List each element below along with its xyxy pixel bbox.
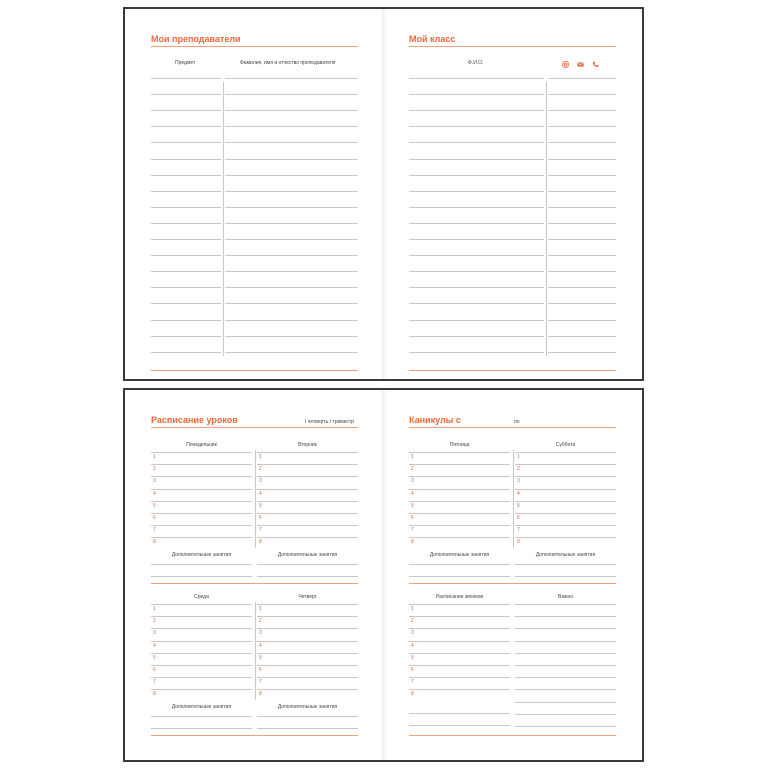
holidays-bottom-rule [409, 735, 616, 736]
teacher-name-line [225, 239, 358, 240]
page-fold [382, 9, 388, 379]
lesson-number: 5 [259, 502, 262, 509]
lesson-line [257, 677, 358, 678]
teachers-bottom-rule [151, 370, 358, 371]
extra-lessons-label: Дополнительные занятия [277, 703, 338, 710]
schedule-title-underline [151, 427, 358, 428]
lesson-line [151, 628, 252, 629]
lesson-line [515, 452, 616, 453]
lesson-number: 5 [411, 502, 414, 509]
lesson-line [257, 641, 358, 642]
extra-lessons-line [151, 716, 252, 717]
extra-lessons-line [257, 716, 358, 717]
lesson-line [257, 501, 358, 502]
lesson-number: 7 [153, 679, 156, 686]
teacher-subject-line [151, 287, 221, 288]
teacher-name-line [225, 271, 358, 272]
lesson-number: 6 [153, 515, 156, 521]
class-name-line [409, 303, 544, 304]
lesson-number: 7 [517, 527, 520, 534]
important-header: Важно [557, 594, 573, 600]
teacher-name-line [225, 78, 358, 79]
lesson-line [151, 665, 252, 666]
lesson-number: 4 [411, 490, 414, 497]
lesson-number: 8 [259, 691, 262, 698]
lesson-line [151, 537, 252, 538]
lesson-line [257, 525, 358, 526]
lesson-number: 2 [517, 466, 520, 473]
lesson-line [515, 464, 616, 465]
teacher-subject-line [151, 207, 221, 208]
class-contact-line [548, 223, 616, 224]
important-line [515, 714, 616, 715]
teacher-subject-line [151, 142, 221, 143]
lesson-number: 2 [259, 466, 262, 473]
class-contact-line [548, 94, 616, 95]
class-name-line [409, 271, 544, 272]
class-name-line [409, 142, 544, 143]
lesson-number: 6 [411, 515, 414, 521]
day-header: Среда [194, 594, 209, 600]
class-contact-line [548, 271, 616, 272]
class-column-divider [546, 82, 547, 356]
lesson-line [409, 677, 510, 678]
class-name-line [409, 207, 544, 208]
lesson-line [257, 616, 358, 617]
lesson-line [151, 677, 252, 678]
lesson-line [151, 641, 252, 642]
class-contact-line [548, 191, 616, 192]
lesson-number: 3 [411, 630, 414, 637]
lesson-line [151, 513, 252, 514]
lesson-line [409, 489, 510, 490]
teacher-subject-line [151, 94, 221, 95]
lesson-number: 8 [259, 539, 262, 546]
lesson-number: 8 [411, 539, 414, 546]
class-name-line [409, 320, 544, 321]
schedule-column-divider [255, 450, 256, 548]
extra-lessons-line [409, 564, 510, 565]
class-title-underline [409, 46, 616, 47]
extra-lessons-label: Дополнительные занятия [171, 703, 232, 710]
lesson-line [151, 616, 252, 617]
class-contact-line [548, 207, 616, 208]
teacher-name-line [225, 207, 358, 208]
day-header: Пятница [449, 442, 470, 448]
class-name-line [409, 191, 544, 192]
phone-icon [592, 61, 599, 68]
lesson-number: 5 [259, 654, 262, 661]
class-name-line [409, 110, 544, 111]
lesson-line [257, 489, 358, 490]
lesson-line [257, 665, 358, 666]
class-contact-line [548, 303, 616, 304]
lesson-line [257, 476, 358, 477]
email-icon [577, 61, 584, 68]
lesson-line [409, 525, 510, 526]
term-label: I четверть / триместр [305, 419, 355, 425]
class-contact-line [548, 142, 616, 143]
class-contact-line [548, 239, 616, 240]
lesson-line [515, 501, 616, 502]
teacher-subject-line [151, 191, 221, 192]
lesson-line [409, 616, 510, 617]
lesson-number: 4 [517, 490, 520, 497]
lesson-line [257, 452, 358, 453]
class-name-line [409, 126, 544, 127]
teacher-subject-line [151, 159, 221, 160]
lesson-number: 1 [411, 606, 414, 612]
teacher-subject-line [151, 255, 221, 256]
lesson-number: 8 [153, 691, 156, 698]
lesson-line [151, 604, 252, 605]
teachers-subject-header: Предмет [175, 60, 196, 66]
lesson-number: 2 [153, 466, 156, 473]
lesson-number: 6 [259, 667, 262, 673]
lesson-number: 8 [517, 539, 520, 546]
lesson-number: 3 [411, 478, 414, 485]
class-name-header: Ф.И.О. [468, 60, 484, 66]
teacher-name-line [225, 303, 358, 304]
lesson-line [151, 489, 252, 490]
instagram-icon [562, 61, 569, 68]
teachers-title: Мои преподаватели [151, 34, 241, 44]
extra-lessons-line [515, 564, 616, 565]
class-contact-line [548, 78, 616, 79]
class-contact-line [548, 159, 616, 160]
lesson-line [409, 641, 510, 642]
class-name-line [409, 352, 544, 353]
lesson-line [515, 537, 616, 538]
teacher-name-line [225, 287, 358, 288]
teacher-name-line [225, 336, 358, 337]
lesson-line [151, 689, 252, 690]
class-title: Мой класс [409, 34, 456, 44]
class-contact-line [548, 352, 616, 353]
lesson-number: 3 [259, 630, 262, 637]
lesson-number: 6 [153, 667, 156, 673]
teacher-name-line [225, 142, 358, 143]
lesson-line [151, 476, 252, 477]
lesson-number: 5 [153, 654, 156, 661]
lesson-number: 5 [153, 502, 156, 509]
day-header: Четверг [298, 594, 317, 600]
class-contact-line [548, 336, 616, 337]
teacher-subject-line [151, 175, 221, 176]
important-line [515, 726, 616, 727]
important-line [515, 641, 616, 642]
extra-lessons-line [409, 576, 510, 577]
lesson-number: 3 [259, 478, 262, 485]
class-name-line [409, 287, 544, 288]
extra-lessons-label: Дополнительные занятия [535, 551, 596, 558]
lesson-line [257, 537, 358, 538]
lesson-line [409, 604, 510, 605]
bells-extra-line [409, 725, 510, 726]
lesson-number: 7 [411, 679, 414, 686]
teacher-name-line [225, 126, 358, 127]
lesson-line [409, 464, 510, 465]
bells-extra-line [409, 713, 510, 714]
teacher-name-line [225, 159, 358, 160]
lesson-line [409, 653, 510, 654]
bottom-spread [123, 388, 644, 762]
lesson-line [151, 525, 252, 526]
teacher-name-line [225, 352, 358, 353]
teacher-subject-line [151, 320, 221, 321]
lesson-number: 5 [517, 502, 520, 509]
lesson-line [151, 501, 252, 502]
teacher-subject-line [151, 303, 221, 304]
lesson-line [409, 501, 510, 502]
extra-lessons-line [257, 728, 358, 729]
teacher-name-line [225, 94, 358, 95]
day-header: Вторник [298, 442, 317, 448]
lesson-line [409, 628, 510, 629]
extra-lessons-label: Дополнительные занятия [171, 551, 232, 558]
class-contact-line [548, 175, 616, 176]
lesson-number: 7 [259, 679, 262, 686]
important-line [515, 604, 616, 605]
teachers-name-header: Фамилия, имя и отчество преподавателя [240, 60, 336, 66]
class-name-line [409, 255, 544, 256]
lesson-number: 4 [153, 642, 156, 649]
lesson-line [409, 537, 510, 538]
top-spread [123, 7, 644, 381]
holidays-column-divider [513, 450, 514, 548]
lesson-line [409, 452, 510, 453]
lesson-line [151, 464, 252, 465]
lesson-line [515, 489, 616, 490]
class-name-line [409, 94, 544, 95]
class-contact-line [548, 320, 616, 321]
schedule-mid-rule [151, 583, 358, 584]
lesson-number: 3 [153, 630, 156, 637]
day-header: Понедельник [186, 442, 217, 448]
holidays-title-underline [409, 427, 616, 428]
class-contact-line [548, 255, 616, 256]
lesson-number: 3 [517, 478, 520, 485]
extra-lessons-line [151, 564, 252, 565]
lesson-line [515, 476, 616, 477]
important-line [515, 665, 616, 666]
class-contact-line [548, 110, 616, 111]
lesson-line [515, 525, 616, 526]
teacher-subject-line [151, 271, 221, 272]
lesson-number: 1 [517, 454, 520, 460]
lesson-number: 4 [259, 642, 262, 649]
lesson-number: 6 [411, 667, 414, 673]
lesson-line [257, 464, 358, 465]
teacher-subject-line [151, 126, 221, 127]
page-fold [382, 390, 388, 760]
class-contact-line [548, 126, 616, 127]
schedule-title: Расписание уроков [151, 415, 238, 425]
class-name-line [409, 159, 544, 160]
lesson-number: 2 [259, 618, 262, 625]
lesson-number: 7 [259, 527, 262, 534]
teacher-subject-line [151, 352, 221, 353]
schedule-column-divider [255, 602, 256, 700]
lesson-line [409, 513, 510, 514]
important-line [515, 653, 616, 654]
lesson-line [409, 689, 510, 690]
lesson-number: 6 [517, 515, 520, 521]
schedule-bottom-rule [151, 735, 358, 736]
class-name-line [409, 239, 544, 240]
extra-lessons-line [257, 564, 358, 565]
extra-lessons-line [151, 576, 252, 577]
holidays-title: Каникулы с [409, 415, 461, 425]
class-name-line [409, 175, 544, 176]
lesson-number: 2 [411, 618, 414, 625]
important-line [515, 689, 616, 690]
lesson-line [151, 653, 252, 654]
teachers-title-underline [151, 46, 358, 47]
lesson-number: 8 [153, 539, 156, 546]
important-line [515, 616, 616, 617]
class-name-line [409, 78, 544, 79]
teacher-name-line [225, 255, 358, 256]
class-name-line [409, 336, 544, 337]
lesson-number: 1 [411, 454, 414, 460]
lesson-line [257, 628, 358, 629]
lesson-line [257, 653, 358, 654]
teacher-name-line [225, 175, 358, 176]
teacher-column-divider [223, 82, 224, 356]
lesson-number: 8 [411, 691, 414, 698]
extra-lessons-line [257, 576, 358, 577]
extra-lessons-line [515, 576, 616, 577]
lesson-number: 4 [411, 642, 414, 649]
teacher-subject-line [151, 239, 221, 240]
lesson-number: 6 [259, 515, 262, 521]
teacher-name-line [225, 320, 358, 321]
class-bottom-rule [409, 370, 616, 371]
lesson-line [409, 476, 510, 477]
teacher-subject-line [151, 336, 221, 337]
holidays-to-label: по [514, 419, 520, 425]
extra-lessons-line [151, 728, 252, 729]
lesson-number: 1 [259, 606, 262, 612]
important-line [515, 702, 616, 703]
teacher-name-line [225, 110, 358, 111]
day-header: Расписание звонков [435, 594, 484, 600]
lesson-number: 4 [259, 490, 262, 497]
lesson-line [257, 513, 358, 514]
extra-lessons-label: Дополнительные занятия [277, 551, 338, 558]
lesson-number: 4 [153, 490, 156, 497]
lesson-number: 1 [153, 454, 156, 460]
extra-lessons-label: Дополнительные занятия [429, 551, 490, 558]
lesson-number: 7 [153, 527, 156, 534]
teacher-name-line [225, 191, 358, 192]
lesson-number: 5 [411, 654, 414, 661]
lesson-number: 2 [411, 466, 414, 473]
teacher-subject-line [151, 78, 221, 79]
lesson-number: 1 [259, 454, 262, 460]
lesson-number: 2 [153, 618, 156, 625]
lesson-line [257, 604, 358, 605]
day-header: Суббота [555, 442, 576, 448]
class-contact-line [548, 287, 616, 288]
teacher-subject-line [151, 223, 221, 224]
lesson-line [257, 689, 358, 690]
holidays-mid-rule [409, 583, 616, 584]
lesson-line [409, 665, 510, 666]
teacher-name-line [225, 223, 358, 224]
lesson-number: 3 [153, 478, 156, 485]
important-line [515, 628, 616, 629]
lesson-number: 7 [411, 527, 414, 534]
lesson-line [515, 513, 616, 514]
lesson-line [151, 452, 252, 453]
teacher-subject-line [151, 110, 221, 111]
class-name-line [409, 223, 544, 224]
important-line [515, 677, 616, 678]
lesson-number: 1 [153, 606, 156, 612]
